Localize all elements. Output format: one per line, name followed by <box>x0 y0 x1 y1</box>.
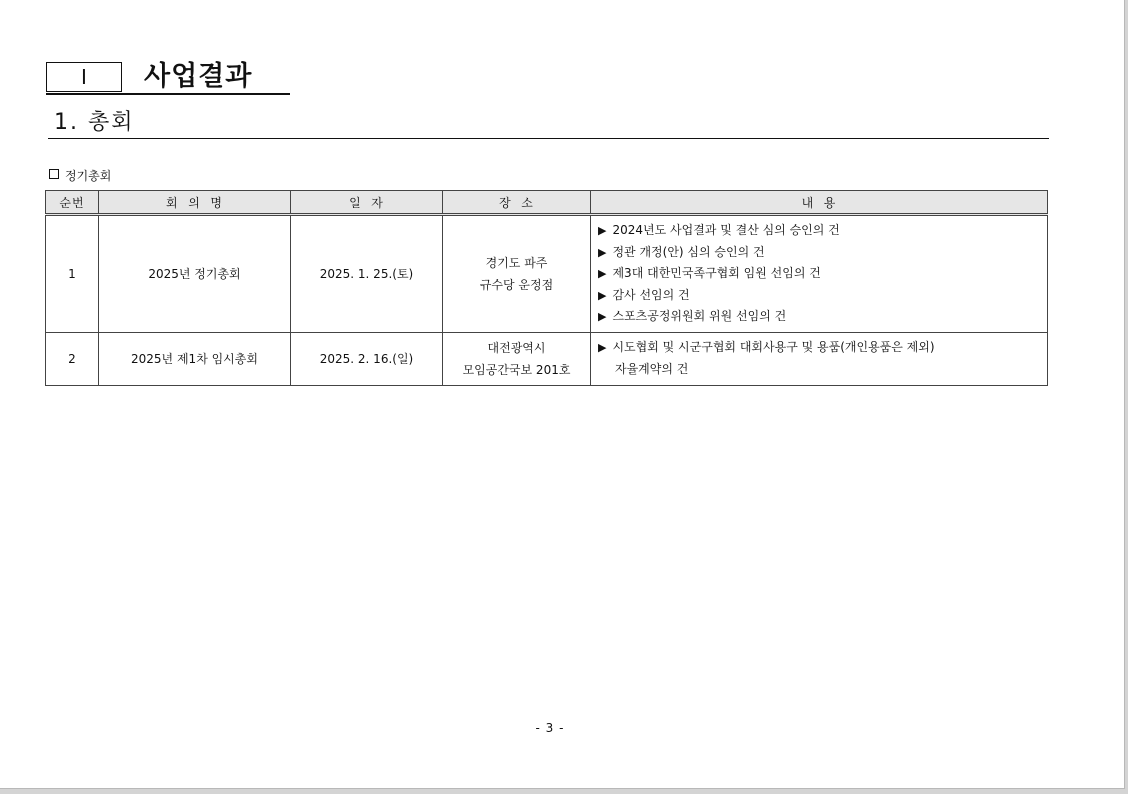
table-header-row <box>46 191 1048 215</box>
cell-meeting-name: 2025년 정기총회 <box>99 215 291 333</box>
header-no: 순번 <box>46 191 99 215</box>
place-line: 모임공간국보 201호 <box>462 362 571 377</box>
content-text: 2024년도 사업결과 및 결산 심의 승인의 건 <box>612 223 840 237</box>
content-text: 시도협회 및 시군구협회 대회사용구 및 용품(개인용품은 제외) <box>612 340 935 354</box>
triangle-bullet-icon: ▶ <box>598 288 607 302</box>
triangle-bullet-icon: ▶ <box>598 341 607 354</box>
triangle-bullet-icon: ▶ <box>598 245 607 259</box>
content-text: 정관 개정(안) 심의 승인의 건 <box>612 244 765 259</box>
cell-meeting-name: 2025년 제1차 임시총회 <box>99 332 291 385</box>
subsection-heading <box>49 168 111 184</box>
table-row <box>46 332 1048 385</box>
content-item <box>598 337 1047 359</box>
triangle-bullet-icon: ▶ <box>598 267 607 280</box>
cell-no: 1 <box>46 215 99 333</box>
cell-place <box>443 215 591 333</box>
cell-no: 2 <box>46 332 99 385</box>
header-place: 장 소 <box>443 191 591 215</box>
cell-date: 2025. 2. 16.(일) <box>291 332 443 385</box>
table-row <box>46 215 1048 333</box>
content-text: 감사 선임의 건 <box>612 287 690 302</box>
place-line: 경기도 파주 <box>485 255 548 270</box>
checkbox-square-icon <box>49 169 59 179</box>
content-item <box>598 242 1047 264</box>
content-text: 스포츠공정위원회 위원 선임의 건 <box>612 309 787 323</box>
chapter-heading <box>46 60 290 94</box>
meetings-table <box>45 190 1048 386</box>
content-item <box>598 263 1047 285</box>
place-line: 규수당 운정점 <box>479 277 554 292</box>
cell-content <box>591 332 1048 385</box>
triangle-bullet-icon: ▶ <box>598 310 607 323</box>
cell-place <box>443 332 591 385</box>
subsection-title: 정기총회 <box>65 169 112 183</box>
cell-content <box>591 215 1048 333</box>
place-line: 대전광역시 <box>487 340 546 355</box>
cell-date: 2025. 1. 25.(토) <box>291 215 443 333</box>
page-number: - 3 - <box>535 721 565 735</box>
section-heading <box>48 108 1049 139</box>
header-meeting-name: 회 의 명 <box>99 191 291 215</box>
chapter-title: 사업결과 <box>144 61 253 92</box>
content-text: 제3대 대한민국족구협회 임원 선임의 건 <box>612 266 821 280</box>
content-item <box>598 285 1047 307</box>
chapter-underline <box>46 93 290 95</box>
header-content: 내 용 <box>591 191 1048 215</box>
header-date: 일 자 <box>291 191 443 215</box>
section-title: 1. 총회 <box>54 110 135 135</box>
content-item <box>598 306 1047 328</box>
triangle-bullet-icon: ▶ <box>598 224 607 237</box>
chapter-number: Ⅰ <box>46 62 122 92</box>
content-continuation: 자율계약의 건 <box>615 361 689 376</box>
content-item <box>598 220 1047 242</box>
